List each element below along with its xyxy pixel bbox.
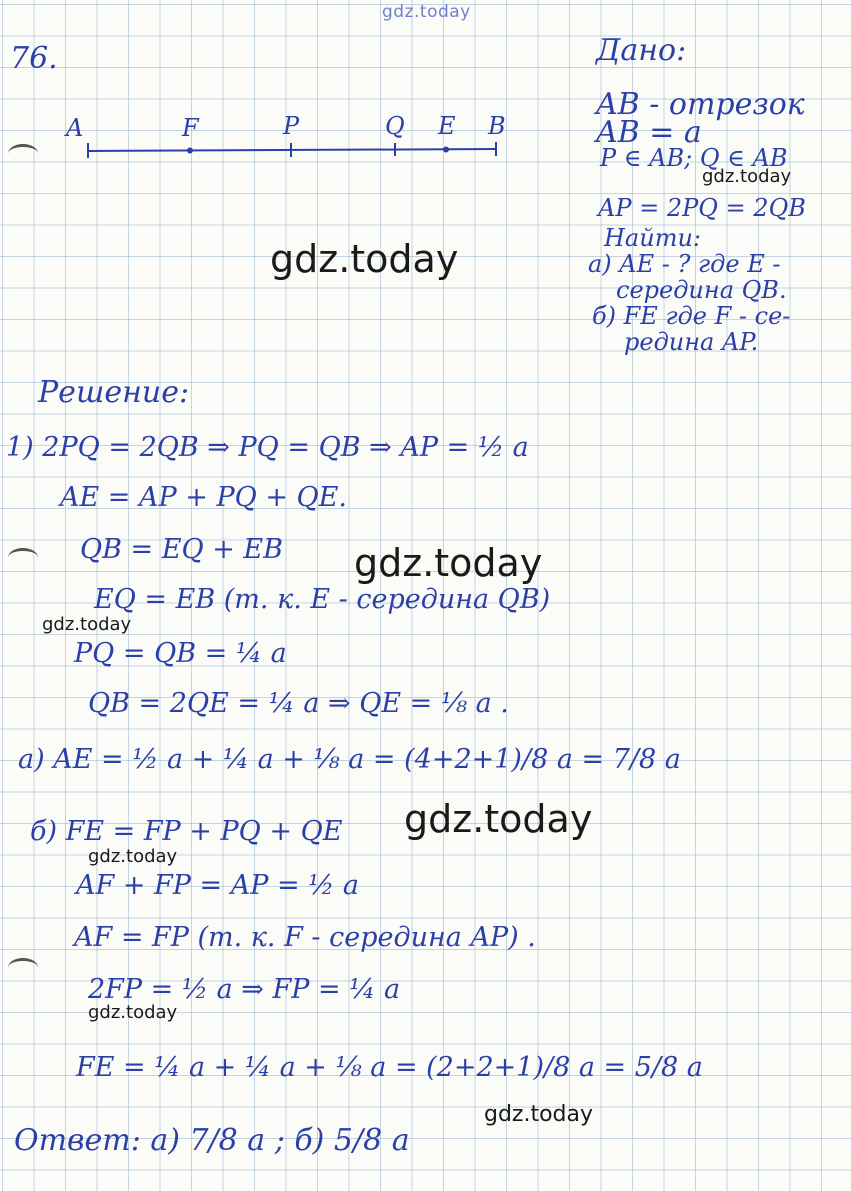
solution-line: 2FP = ½ a ⇒ FP = ¼ a bbox=[88, 974, 401, 1005]
answer-line: Ответ: а) 7/8 a ; б) 5/8 a bbox=[14, 1123, 410, 1158]
watermark: gdz.today bbox=[404, 797, 593, 841]
given-line: б) FE где F - се- bbox=[592, 302, 791, 330]
given-line: AP = 2PQ = 2QB bbox=[598, 194, 806, 222]
solution-line: б) FE = FP + PQ + QE bbox=[30, 816, 343, 847]
given-line: редина AP. bbox=[624, 328, 759, 356]
given-heading: Дано: bbox=[596, 33, 687, 68]
problem-number: 76. bbox=[10, 41, 58, 76]
point-label-b: B bbox=[488, 112, 506, 140]
watermark: gdz.today bbox=[702, 166, 792, 187]
watermark: gdz.today bbox=[88, 1002, 178, 1023]
given-line: P ∈ AB; Q ∈ AB bbox=[600, 144, 788, 172]
given-line: AB = a bbox=[596, 115, 702, 150]
given-line: середина QB. bbox=[616, 276, 787, 304]
point-label-p: P bbox=[283, 112, 300, 140]
solution-line: QB = 2QE = ¼ a ⇒ QE = ⅛ a . bbox=[88, 688, 509, 719]
watermark: gdz.today bbox=[42, 614, 132, 635]
watermark: gdz.today bbox=[354, 541, 543, 585]
solution-line: PQ = QB = ¼ a bbox=[74, 638, 287, 669]
solution-line: AF + FP = AP = ½ a bbox=[76, 870, 360, 901]
given-line: AB - отрезок bbox=[596, 87, 805, 122]
binder-hole-1 bbox=[8, 144, 38, 163]
watermark: gdz.today bbox=[88, 846, 178, 867]
watermark-top: gdz.today bbox=[382, 2, 471, 22]
solution-line: FE = ¼ a + ¼ a + ⅛ a = (2+2+1)/8 a = 5/8 a bbox=[76, 1052, 703, 1083]
solution-line: EQ = EB (т. к. E - середина QB) bbox=[94, 584, 551, 615]
solution-heading: Решение: bbox=[38, 375, 190, 410]
solution-line: а) AE = ½ a + ¼ a + ⅛ a = (4+2+1)/8 a = 7/8 a bbox=[18, 744, 681, 775]
solution-line: AF = FP (т. к. F - середина AP) . bbox=[74, 922, 536, 953]
find-heading: Найти: bbox=[604, 224, 701, 252]
solution-line: QB = EQ + EB bbox=[80, 534, 283, 565]
binder-hole-3 bbox=[8, 958, 38, 977]
given-line: а) AE - ? где E - bbox=[588, 250, 781, 278]
point-label-e: E bbox=[438, 112, 456, 140]
solution-line: AE = AP + PQ + QE. bbox=[60, 482, 347, 513]
solution-line: 1) 2PQ = 2QB ⇒ PQ = QB ⇒ AP = ½ a bbox=[6, 432, 529, 463]
binder-hole-2 bbox=[8, 548, 38, 567]
watermark: gdz.today bbox=[484, 1102, 594, 1127]
point-label-a: A bbox=[66, 114, 84, 142]
segment-line bbox=[80, 138, 510, 164]
watermark: gdz.today bbox=[270, 237, 459, 281]
point-label-q: Q bbox=[385, 112, 405, 140]
point-label-f: F bbox=[182, 114, 199, 142]
